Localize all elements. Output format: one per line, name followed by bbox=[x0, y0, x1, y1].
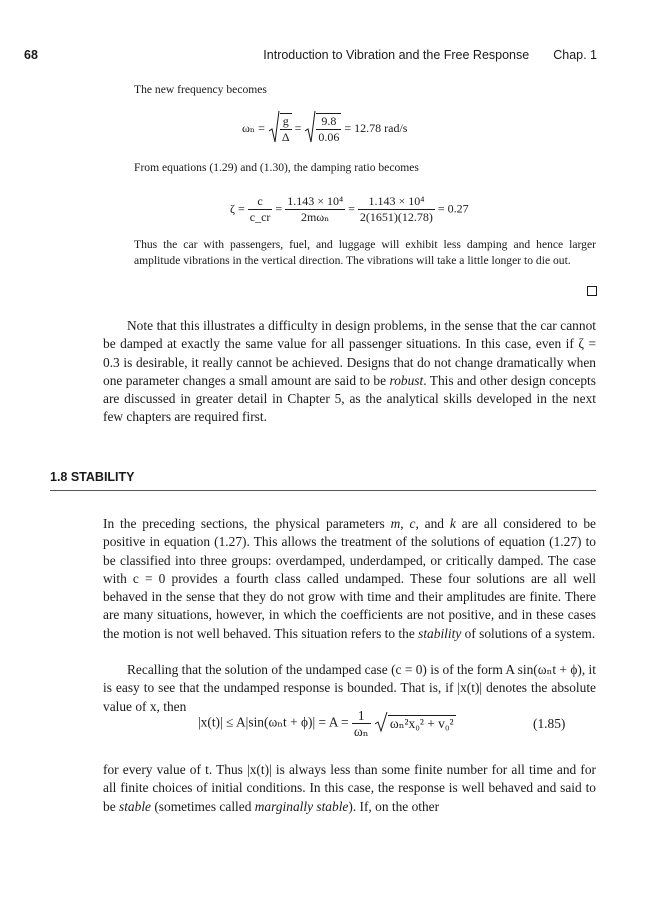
frac-num: 9.8 bbox=[316, 114, 341, 130]
frac-num: 1.143 × 10⁴ bbox=[287, 194, 344, 208]
eq185-lhs: |x(t)| ≤ A|sin(ωₙt + ϕ)| = A = bbox=[198, 714, 349, 730]
frac-num: 1.143 × 10⁴ bbox=[358, 194, 435, 210]
stability-paragraph-2: Recalling that the solution of the undamped case (c = 0) is of the form A sin(ωₙt + ϕ), it is easy to see that the undamped response is bounded. That is, if |x(t)| denotes the absolute value of x, then bbox=[103, 662, 596, 714]
frac-den: ωₙ bbox=[353, 724, 369, 739]
fraction-g-over-delta bbox=[280, 113, 292, 145]
sqrt-symbol bbox=[374, 711, 388, 737]
example-conclusion: Thus the car with passengers, fuel, and luggage will exhibit less damping and hence larger amplitude vibrations in the vertical direction. The vibrations will take a little longer to die out. bbox=[134, 238, 596, 267]
eq-freq-rhs: = 12.78 rad/s bbox=[344, 120, 408, 135]
fraction-9.8-over-0.06 bbox=[316, 113, 341, 145]
p3-part2: (sometimes called bbox=[151, 798, 255, 814]
frac-num: c bbox=[248, 194, 273, 210]
fraction-numeric bbox=[358, 194, 435, 225]
running-header bbox=[24, 48, 597, 68]
stability-paragraph-1 bbox=[103, 515, 596, 643]
equation-1-85 bbox=[198, 708, 456, 739]
frac-num: g bbox=[280, 114, 292, 130]
term-robust: robust bbox=[389, 372, 424, 388]
frac-den: c_cr bbox=[249, 210, 271, 224]
note-part1: Note that this illustrates a difficulty in design problems, in the sense that the car cannot be damped at exactly the same value for all passenger situations. In this case, even if ζ = 0.3 is desirable, it really cannot be achieved. Designs that do not change dramatically when one parameter changes a small amount are said to be bbox=[103, 318, 596, 388]
fraction-1-over-omega bbox=[352, 708, 371, 739]
p1-part2: are all considered to be positive in equation (1.27). This allows the treatment of the solutions of equation (1.27) to be classified into three groups: overdamped, underdamped, or critically damped. The case with c = 0 provides a fourth class called undamped. These four solutions are all well behaved in the sense that they do not grow with time and their amplitudes are finite. There are many situations, however, in which the coefficients are not positive, and in these cases the motion is not well behaved. This situation refers to the bbox=[103, 516, 596, 641]
fraction-symbolic bbox=[285, 194, 345, 225]
frac-den: 0.06 bbox=[318, 130, 340, 144]
equation-damping-ratio: ζ = $\frac{c}{c\_cr}$ = $\frac{\text{1.143 × 10⁴}}{\text{2mωₙ}}$ = $\frac{\text{1.143 × 10⁴}}{2(1651)(12.78)}$ = 0.27 bbox=[230, 194, 469, 224]
note-paragraph bbox=[103, 317, 596, 427]
note-part2: . This and other design concepts are discussed in greater detail in Chapter 5, as the analytical skills developed in the next few chapters are required first. bbox=[103, 372, 596, 425]
running-title-group bbox=[263, 48, 597, 62]
frac-den: 2mωₙ bbox=[300, 210, 330, 224]
running-title: Introduction to Vibration and the Free Response bbox=[263, 48, 530, 62]
stability-paragraph-3 bbox=[103, 761, 596, 816]
equation-frequency: ωₙ = $\frac{g}{\Delta}$ = $\frac{9.8}{0.06}$ = 12.78 rad/s bbox=[242, 110, 407, 148]
sym-k: k bbox=[449, 516, 456, 531]
p3-part1: for every value of t. Thus |x(t)| is always less than some finite number for all time and for all finite choices of initial conditions. In this case, the response is well behaved and said to be bbox=[103, 762, 596, 814]
frac-den: Δ bbox=[281, 130, 290, 144]
example-intro-frequency: The new frequency becomes bbox=[134, 83, 267, 96]
eq-damp-rhs: = 0.27 bbox=[437, 201, 469, 216]
term-stability: stability bbox=[418, 625, 462, 641]
term-marginally-stable: marginally stable bbox=[254, 798, 349, 814]
p3-part3: ). If, on the other bbox=[348, 798, 440, 814]
p1-part3: of solutions of a system. bbox=[461, 625, 596, 641]
p1-sep: , bbox=[400, 516, 410, 531]
fraction-c-over-ccr bbox=[248, 194, 273, 225]
p1-part1: In the preceding sections, the physical parameters bbox=[103, 516, 391, 531]
eq185-radicand: ωₙ²x₀² + v₀² bbox=[389, 715, 454, 731]
section-heading: 1.8 STABILITY bbox=[50, 470, 596, 491]
sym-c: c bbox=[409, 516, 416, 531]
sym-m: m bbox=[390, 516, 401, 531]
frac-num: 1 bbox=[352, 708, 371, 724]
equation-number: (1.85) bbox=[533, 716, 566, 731]
sqrt-symbol bbox=[268, 110, 280, 148]
frac-den: 2(1651)(12.78) bbox=[359, 210, 433, 224]
end-of-example-box-icon bbox=[587, 286, 597, 296]
page-number: 68 bbox=[24, 48, 38, 62]
example-intro-damping: From equations (1.29) and (1.30), the damping ratio becomes bbox=[134, 161, 419, 174]
p1-sep: , and bbox=[415, 516, 450, 531]
sqrt-symbol bbox=[304, 110, 316, 148]
eq-damp-lhs: ζ = bbox=[230, 201, 245, 216]
eq-freq-lhs: ωₙ = bbox=[242, 120, 265, 135]
term-stable: stable bbox=[119, 798, 151, 814]
chapter-label: Chap. 1 bbox=[553, 48, 597, 62]
